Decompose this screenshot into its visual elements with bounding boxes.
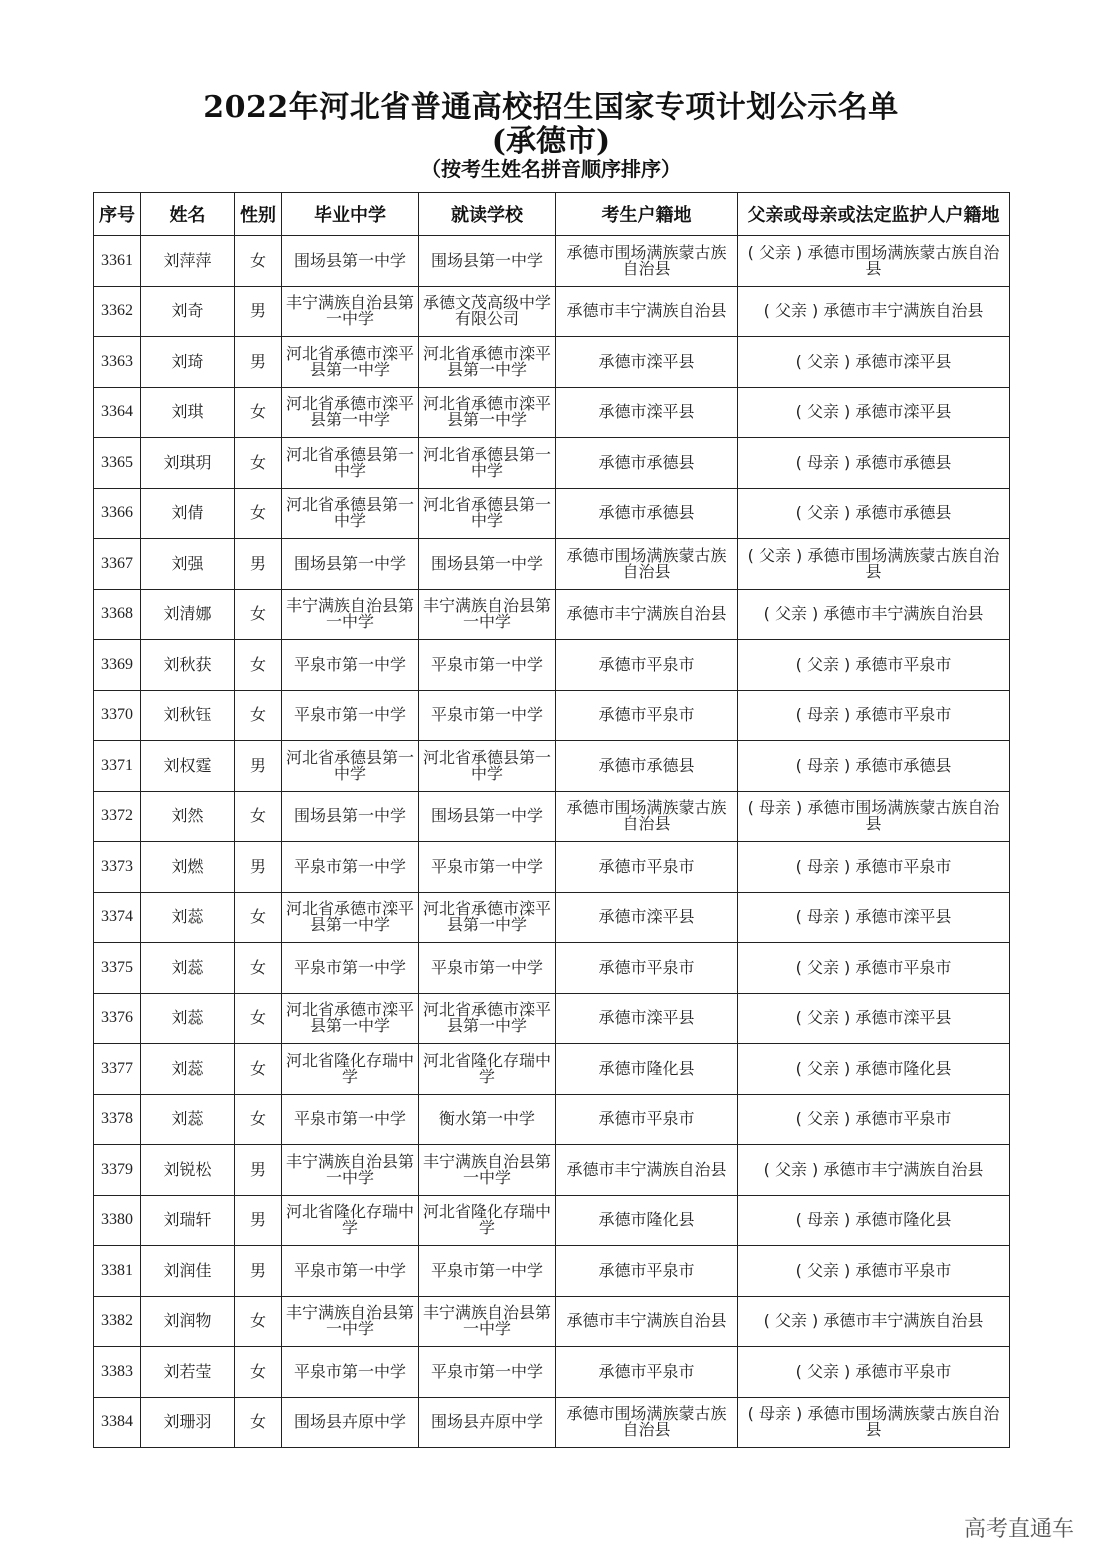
cell-name: 刘秋获 <box>141 640 235 691</box>
cell-gender: 女 <box>235 488 282 539</box>
header-guardian-domicile: 父亲或母亲或法定监护人户籍地 <box>738 193 1010 236</box>
cell-name: 刘秋钰 <box>141 690 235 741</box>
cell-graduated-school: 平泉市第一中学 <box>282 1094 419 1145</box>
cell-name: 刘奇 <box>141 286 235 337</box>
cell-candidate-domicile: 承德市承德县 <box>556 438 738 489</box>
cell-guardian-domicile: ( 父亲 ) 承德市平泉市 <box>738 640 1010 691</box>
cell-name: 刘蕊 <box>141 1044 235 1095</box>
cell-index: 3371 <box>94 741 141 792</box>
cell-name: 刘然 <box>141 791 235 842</box>
cell-guardian-domicile: ( 母亲 ) 承德市平泉市 <box>738 842 1010 893</box>
cell-name: 刘倩 <box>141 488 235 539</box>
cell-index: 3369 <box>94 640 141 691</box>
table-row <box>94 589 1010 640</box>
page-title: 2022年河北省普通高校招生国家专项计划公示名单 <box>203 90 899 125</box>
cell-candidate-domicile: 承德市丰宁满族自治县 <box>556 1145 738 1196</box>
cell-index: 3366 <box>94 488 141 539</box>
cell-name: 刘锐松 <box>141 1145 235 1196</box>
header-current-school: 就读学校 <box>419 193 556 236</box>
table-row <box>94 791 1010 842</box>
cell-graduated-school: 河北省隆化存瑞中学 <box>282 1044 419 1095</box>
cell-graduated-school: 平泉市第一中学 <box>282 1347 419 1398</box>
cell-graduated-school: 河北省承德县第一中学 <box>282 438 419 489</box>
cell-current-school: 围场县第一中学 <box>419 236 556 287</box>
cell-index: 3378 <box>94 1094 141 1145</box>
cell-guardian-domicile: ( 母亲 ) 承德市围场满族蒙古族自治县 <box>738 1397 1010 1448</box>
cell-candidate-domicile: 承德市隆化县 <box>556 1044 738 1095</box>
cell-graduated-school: 丰宁满族自治县第一中学 <box>282 286 419 337</box>
cell-index: 3379 <box>94 1145 141 1196</box>
watermark: 高考直通车 <box>963 1517 1074 1542</box>
table-row <box>94 993 1010 1044</box>
cell-graduated-school: 河北省承德市滦平县第一中学 <box>282 387 419 438</box>
cell-index: 3381 <box>94 1246 141 1297</box>
cell-guardian-domicile: ( 母亲 ) 承德市隆化县 <box>738 1195 1010 1246</box>
cell-candidate-domicile: 承德市滦平县 <box>556 337 738 388</box>
cell-candidate-domicile: 承德市承德县 <box>556 488 738 539</box>
cell-graduated-school: 围场县第一中学 <box>282 236 419 287</box>
cell-candidate-domicile: 承德市平泉市 <box>556 1094 738 1145</box>
table-header-row <box>94 193 1010 236</box>
cell-guardian-domicile: ( 父亲 ) 承德市滦平县 <box>738 993 1010 1044</box>
cell-current-school: 衡水第一中学 <box>419 1094 556 1145</box>
cell-current-school: 围场县卉原中学 <box>419 1397 556 1448</box>
cell-candidate-domicile: 承德市平泉市 <box>556 842 738 893</box>
table-row <box>94 1347 1010 1398</box>
table-row <box>94 337 1010 388</box>
cell-graduated-school: 河北省承德市滦平县第一中学 <box>282 993 419 1044</box>
cell-name: 刘蕊 <box>141 943 235 994</box>
cell-guardian-domicile: ( 父亲 ) 承德市丰宁满族自治县 <box>738 1145 1010 1196</box>
table-row <box>94 842 1010 893</box>
cell-guardian-domicile: ( 父亲 ) 承德市平泉市 <box>738 943 1010 994</box>
cell-gender: 女 <box>235 1044 282 1095</box>
cell-current-school: 丰宁满族自治县第一中学 <box>419 1145 556 1196</box>
table-row <box>94 640 1010 691</box>
cell-gender: 男 <box>235 539 282 590</box>
cell-graduated-school: 平泉市第一中学 <box>282 943 419 994</box>
cell-guardian-domicile: ( 父亲 ) 承德市滦平县 <box>738 337 1010 388</box>
table-row <box>94 1397 1010 1448</box>
cell-gender: 女 <box>235 993 282 1044</box>
cell-gender: 男 <box>235 1145 282 1196</box>
cell-candidate-domicile: 承德市丰宁满族自治县 <box>556 1296 738 1347</box>
cell-guardian-domicile: ( 母亲 ) 承德市围场满族蒙古族自治县 <box>738 791 1010 842</box>
cell-candidate-domicile: 承德市平泉市 <box>556 1347 738 1398</box>
cell-current-school: 河北省承德市滦平县第一中学 <box>419 993 556 1044</box>
cell-current-school: 平泉市第一中学 <box>419 640 556 691</box>
cell-candidate-domicile: 承德市丰宁满族自治县 <box>556 589 738 640</box>
cell-guardian-domicile: ( 父亲 ) 承德市围场满族蒙古族自治县 <box>738 539 1010 590</box>
cell-name: 刘瑞轩 <box>141 1195 235 1246</box>
cell-graduated-school: 平泉市第一中学 <box>282 690 419 741</box>
cell-gender: 女 <box>235 1347 282 1398</box>
table-row <box>94 741 1010 792</box>
cell-guardian-domicile: ( 父亲 ) 承德市丰宁满族自治县 <box>738 589 1010 640</box>
cell-candidate-domicile: 承德市平泉市 <box>556 943 738 994</box>
cell-guardian-domicile: ( 父亲 ) 承德市围场满族蒙古族自治县 <box>738 236 1010 287</box>
cell-gender: 男 <box>235 1246 282 1297</box>
cell-name: 刘若莹 <box>141 1347 235 1398</box>
cell-name: 刘强 <box>141 539 235 590</box>
cell-graduated-school: 河北省承德市滦平县第一中学 <box>282 892 419 943</box>
table-body <box>94 236 1010 1448</box>
sort-note: （按考生姓名拼音顺序排序） <box>421 157 681 181</box>
cell-index: 3377 <box>94 1044 141 1095</box>
cell-current-school: 河北省承德县第一中学 <box>419 488 556 539</box>
cell-guardian-domicile: ( 父亲 ) 承德市平泉市 <box>738 1347 1010 1398</box>
cell-guardian-domicile: ( 母亲 ) 承德市滦平县 <box>738 892 1010 943</box>
cell-current-school: 河北省承德市滦平县第一中学 <box>419 337 556 388</box>
cell-gender: 女 <box>235 640 282 691</box>
header-graduated-school: 毕业中学 <box>282 193 419 236</box>
cell-graduated-school: 围场县卉原中学 <box>282 1397 419 1448</box>
cell-graduated-school: 丰宁满族自治县第一中学 <box>282 589 419 640</box>
cell-index: 3361 <box>94 236 141 287</box>
cell-candidate-domicile: 承德市滦平县 <box>556 892 738 943</box>
cell-index: 3363 <box>94 337 141 388</box>
table-row <box>94 1246 1010 1297</box>
cell-candidate-domicile: 承德市围场满族蒙古族自治县 <box>556 236 738 287</box>
cell-current-school: 围场县第一中学 <box>419 791 556 842</box>
cell-name: 刘琪玥 <box>141 438 235 489</box>
cell-gender: 女 <box>235 589 282 640</box>
cell-gender: 女 <box>235 943 282 994</box>
cell-current-school: 丰宁满族自治县第一中学 <box>419 1296 556 1347</box>
cell-graduated-school: 围场县第一中学 <box>282 791 419 842</box>
cell-guardian-domicile: ( 父亲 ) 承德市承德县 <box>738 488 1010 539</box>
cell-candidate-domicile: 承德市滦平县 <box>556 387 738 438</box>
cell-name: 刘清娜 <box>141 589 235 640</box>
header-name: 姓名 <box>141 193 235 236</box>
cell-current-school: 平泉市第一中学 <box>419 943 556 994</box>
cell-graduated-school: 河北省承德市滦平县第一中学 <box>282 337 419 388</box>
cell-candidate-domicile: 承德市隆化县 <box>556 1195 738 1246</box>
cell-index: 3365 <box>94 438 141 489</box>
cell-gender: 女 <box>235 791 282 842</box>
cell-current-school: 平泉市第一中学 <box>419 690 556 741</box>
cell-name: 刘润物 <box>141 1296 235 1347</box>
cell-graduated-school: 围场县第一中学 <box>282 539 419 590</box>
cell-gender: 女 <box>235 236 282 287</box>
cell-guardian-domicile: ( 父亲 ) 承德市隆化县 <box>738 1044 1010 1095</box>
cell-candidate-domicile: 承德市围场满族蒙古族自治县 <box>556 791 738 842</box>
table-row <box>94 236 1010 287</box>
cell-index: 3376 <box>94 993 141 1044</box>
table-row <box>94 539 1010 590</box>
cell-current-school: 丰宁满族自治县第一中学 <box>419 589 556 640</box>
cell-current-school: 河北省承德县第一中学 <box>419 438 556 489</box>
cell-candidate-domicile: 承德市承德县 <box>556 741 738 792</box>
cell-gender: 女 <box>235 1397 282 1448</box>
cell-current-school: 承德文茂高级中学有限公司 <box>419 286 556 337</box>
cell-gender: 女 <box>235 387 282 438</box>
cell-candidate-domicile: 承德市滦平县 <box>556 993 738 1044</box>
cell-guardian-domicile: ( 父亲 ) 承德市滦平县 <box>738 387 1010 438</box>
page-subtitle: (承德市) <box>491 124 611 159</box>
header-candidate-domicile: 考生户籍地 <box>556 193 738 236</box>
cell-gender: 男 <box>235 741 282 792</box>
cell-graduated-school: 丰宁满族自治县第一中学 <box>282 1145 419 1196</box>
cell-current-school: 平泉市第一中学 <box>419 842 556 893</box>
cell-gender: 女 <box>235 1094 282 1145</box>
cell-graduated-school: 丰宁满族自治县第一中学 <box>282 1296 419 1347</box>
cell-graduated-school: 河北省承德县第一中学 <box>282 741 419 792</box>
table-row <box>94 438 1010 489</box>
cell-current-school: 平泉市第一中学 <box>419 1347 556 1398</box>
cell-name: 刘润佳 <box>141 1246 235 1297</box>
table-row <box>94 892 1010 943</box>
cell-index: 3364 <box>94 387 141 438</box>
cell-guardian-domicile: ( 母亲 ) 承德市平泉市 <box>738 690 1010 741</box>
cell-name: 刘琪 <box>141 387 235 438</box>
cell-name: 刘萍萍 <box>141 236 235 287</box>
cell-current-school: 围场县第一中学 <box>419 539 556 590</box>
header-index: 序号 <box>94 193 141 236</box>
cell-gender: 男 <box>235 337 282 388</box>
cell-current-school: 河北省承德市滦平县第一中学 <box>419 892 556 943</box>
cell-index: 3374 <box>94 892 141 943</box>
cell-gender: 女 <box>235 690 282 741</box>
cell-current-school: 河北省隆化存瑞中学 <box>419 1044 556 1095</box>
cell-graduated-school: 平泉市第一中学 <box>282 640 419 691</box>
cell-index: 3362 <box>94 286 141 337</box>
cell-candidate-domicile: 承德市围场满族蒙古族自治县 <box>556 539 738 590</box>
cell-index: 3372 <box>94 791 141 842</box>
table-row <box>94 387 1010 438</box>
table-row <box>94 690 1010 741</box>
table-row <box>94 1195 1010 1246</box>
cell-candidate-domicile: 承德市平泉市 <box>556 640 738 691</box>
cell-name: 刘蕊 <box>141 993 235 1044</box>
table-row <box>94 1296 1010 1347</box>
cell-current-school: 平泉市第一中学 <box>419 1246 556 1297</box>
header-gender: 性别 <box>235 193 282 236</box>
cell-index: 3375 <box>94 943 141 994</box>
cell-graduated-school: 平泉市第一中学 <box>282 842 419 893</box>
table-row <box>94 1145 1010 1196</box>
cell-gender: 女 <box>235 892 282 943</box>
cell-index: 3370 <box>94 690 141 741</box>
cell-index: 3373 <box>94 842 141 893</box>
cell-name: 刘权霆 <box>141 741 235 792</box>
cell-candidate-domicile: 承德市丰宁满族自治县 <box>556 286 738 337</box>
cell-graduated-school: 河北省承德县第一中学 <box>282 488 419 539</box>
cell-index: 3380 <box>94 1195 141 1246</box>
cell-guardian-domicile: ( 父亲 ) 承德市丰宁满族自治县 <box>738 286 1010 337</box>
cell-candidate-domicile: 承德市平泉市 <box>556 690 738 741</box>
cell-current-school: 河北省承德县第一中学 <box>419 741 556 792</box>
cell-index: 3383 <box>94 1347 141 1398</box>
cell-name: 刘燃 <box>141 842 235 893</box>
table-row <box>94 1094 1010 1145</box>
cell-guardian-domicile: ( 父亲 ) 承德市平泉市 <box>738 1094 1010 1145</box>
table-row <box>94 1044 1010 1095</box>
cell-graduated-school: 平泉市第一中学 <box>282 1246 419 1297</box>
cell-current-school: 河北省承德市滦平县第一中学 <box>419 387 556 438</box>
cell-index: 3368 <box>94 589 141 640</box>
table-row <box>94 286 1010 337</box>
cell-guardian-domicile: ( 母亲 ) 承德市承德县 <box>738 438 1010 489</box>
candidate-table <box>93 192 1010 1448</box>
cell-gender: 男 <box>235 286 282 337</box>
cell-name: 刘珊羽 <box>141 1397 235 1448</box>
cell-current-school: 河北省隆化存瑞中学 <box>419 1195 556 1246</box>
cell-name: 刘蕊 <box>141 1094 235 1145</box>
cell-gender: 女 <box>235 1296 282 1347</box>
cell-candidate-domicile: 承德市围场满族蒙古族自治县 <box>556 1397 738 1448</box>
cell-gender: 男 <box>235 1195 282 1246</box>
cell-guardian-domicile: ( 父亲 ) 承德市平泉市 <box>738 1246 1010 1297</box>
cell-index: 3384 <box>94 1397 141 1448</box>
cell-gender: 女 <box>235 438 282 489</box>
cell-guardian-domicile: ( 母亲 ) 承德市承德县 <box>738 741 1010 792</box>
table-row <box>94 488 1010 539</box>
cell-name: 刘琦 <box>141 337 235 388</box>
cell-gender: 男 <box>235 842 282 893</box>
cell-graduated-school: 河北省隆化存瑞中学 <box>282 1195 419 1246</box>
cell-candidate-domicile: 承德市平泉市 <box>556 1246 738 1297</box>
cell-index: 3367 <box>94 539 141 590</box>
cell-index: 3382 <box>94 1296 141 1347</box>
cell-guardian-domicile: ( 父亲 ) 承德市丰宁满族自治县 <box>738 1296 1010 1347</box>
table-row <box>94 943 1010 994</box>
cell-name: 刘蕊 <box>141 892 235 943</box>
